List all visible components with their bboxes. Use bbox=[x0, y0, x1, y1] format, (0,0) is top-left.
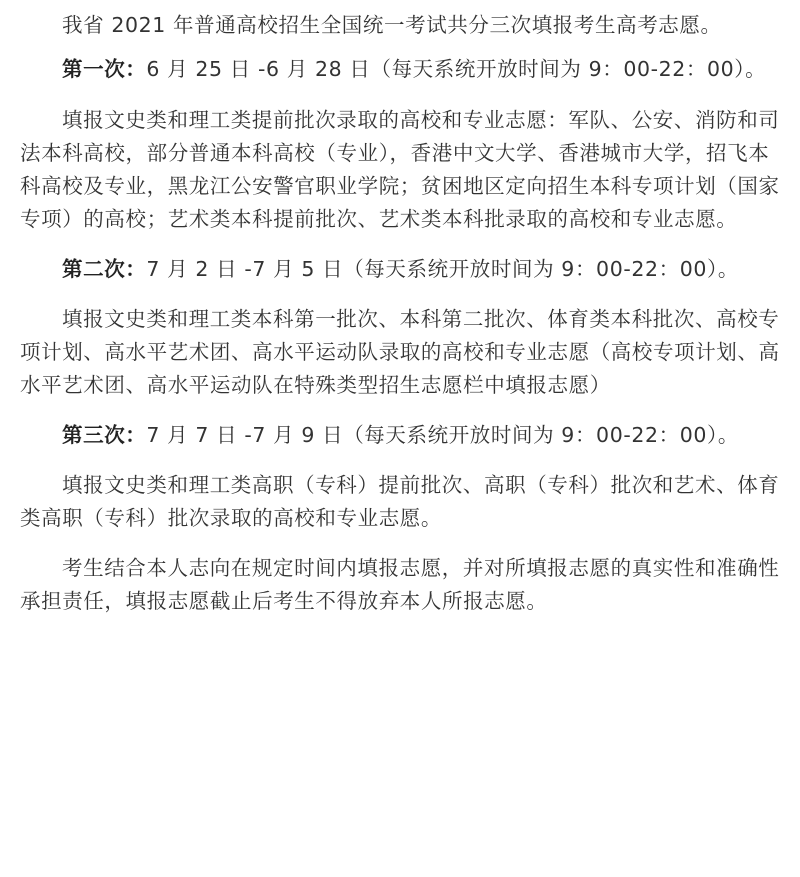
third-round-description: 填报文史类和理工类高职（专科）提前批次、高职（专科）批次和艺术、体育类高职（专科）批次录取的高校和专业志愿。 bbox=[20, 473, 780, 530]
second-round-paragraph bbox=[20, 253, 782, 286]
first-round-description: 填报文史类和理工类提前批次录取的高校和专业志愿：军队、公安、消防和司法本科高校，部分普通本科高校（专业），香港中文大学、香港城市大学，招飞本科高校及专业，黑龙江公安警官职业学院；贫困地区定向招生本科专项计划（国家专项）的高校；艺术类本科提前批次、艺术类本科批录取的高校和专业志愿。 bbox=[20, 108, 780, 231]
second-round-label: 第二次： bbox=[62, 257, 147, 281]
first-round-dates: 6 月 25 日 -6 月 28 日（每天系统开放时间为 9：00-22：00）。 bbox=[146, 57, 767, 81]
first-round-paragraph bbox=[20, 53, 782, 86]
third-round-dates: 7 月 7 日 -7 月 9 日（每天系统开放时间为 9：00-22：00）。 bbox=[146, 423, 739, 447]
third-round-paragraph bbox=[20, 419, 782, 452]
second-round-dates: 7 月 2 日 -7 月 5 日（每天系统开放时间为 9：00-22：00）。 bbox=[146, 257, 739, 281]
intro-paragraph: 我省 2021 年普通高校招生全国统一考试共分三次填报考生高考志愿。 bbox=[62, 13, 722, 37]
third-round-label: 第三次： bbox=[62, 423, 147, 447]
closing-paragraph: 考生结合本人志向在规定时间内填报志愿，并对所填报志愿的真实性和准确性承担责任，填报志愿截止后考生不得放弃本人所报志愿。 bbox=[20, 556, 780, 613]
second-round-description: 填报文史类和理工类本科第一批次、本科第二批次、体育类本科批次、高校专项计划、高水平艺术团、高水平运动队录取的高校和专业志愿（高校专项计划、高水平艺术团、高水平运动队在特殊类型招生志愿栏中填报志愿） bbox=[20, 307, 780, 397]
first-round-label: 第一次： bbox=[62, 57, 147, 81]
